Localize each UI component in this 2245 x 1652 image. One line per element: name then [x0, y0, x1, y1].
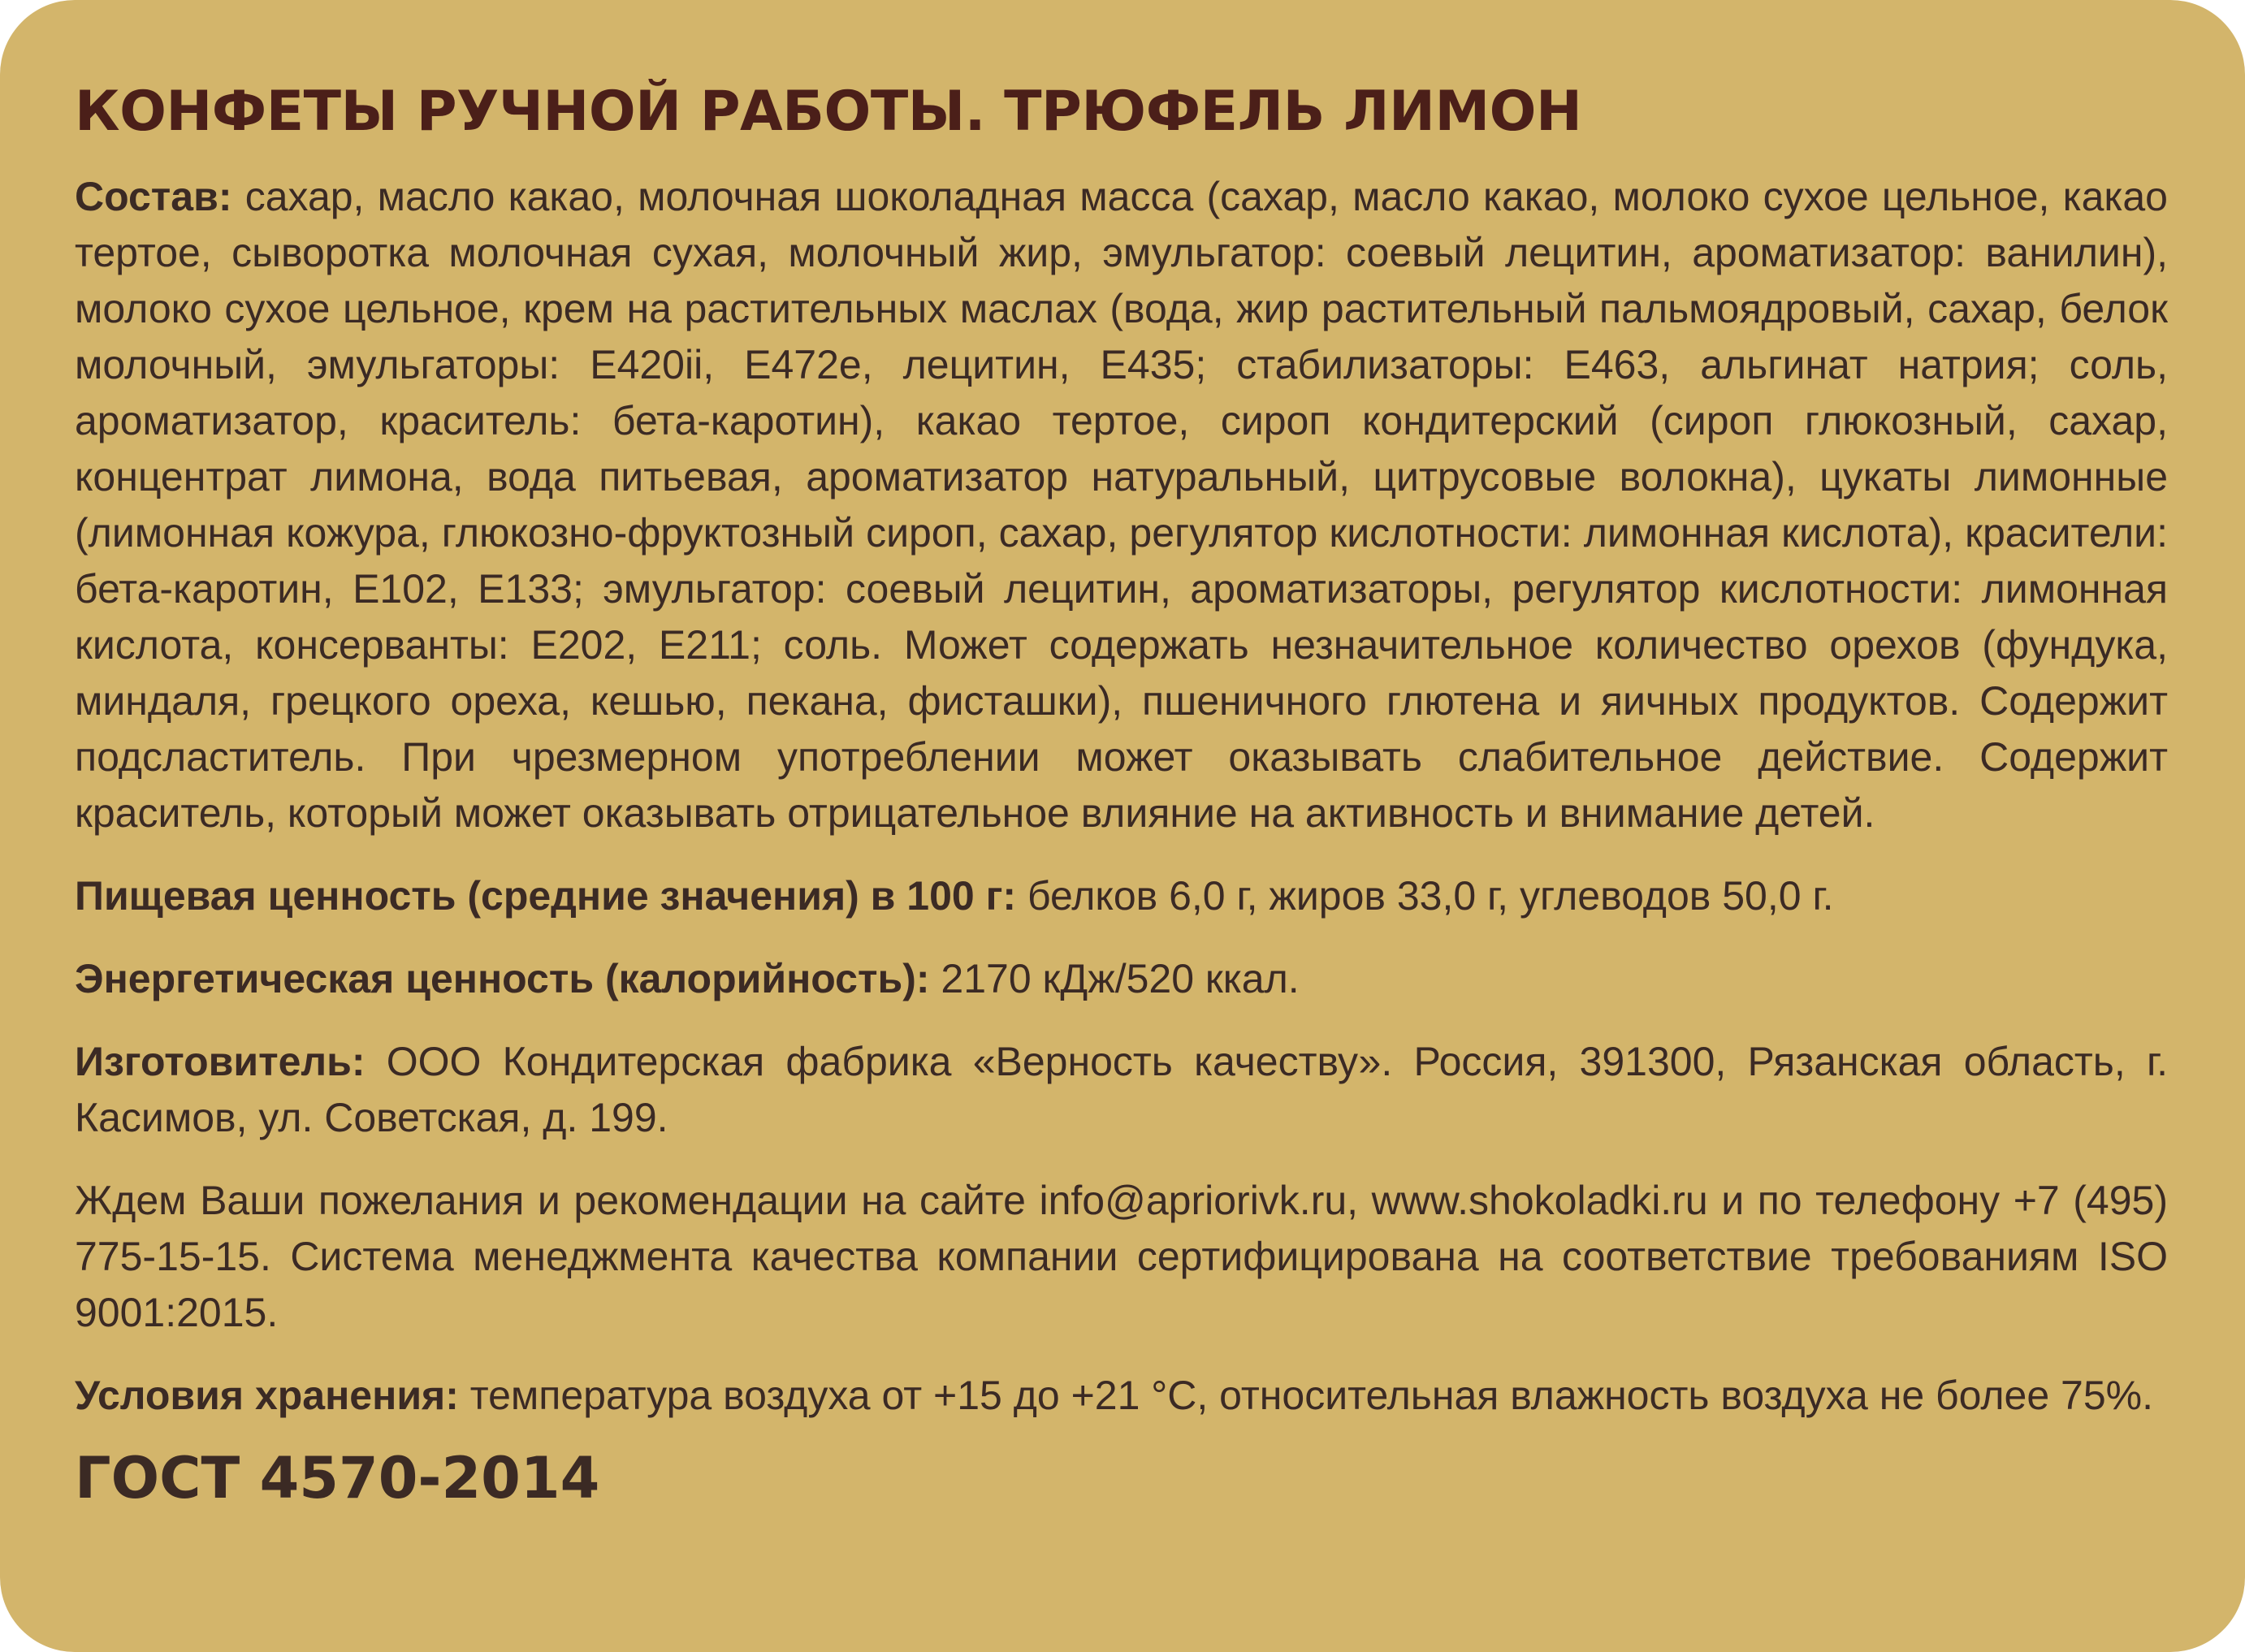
storage-label: Условия хранения:: [75, 1373, 459, 1418]
nutrition-text: белков 6,0 г, жиров 33,0 г, углеводов 50,0 г.: [1016, 873, 1834, 919]
manufacturer-text: ООО Кондитерская фабрика «Верность качеству». Россия, 391300, Рязанская область, г. Касимов, ул. Советская, д. 199.: [75, 1039, 2168, 1140]
contact-text: Ждем Ваши пожелания и рекомендации на сайте info@apriorivk.ru, www.shokoladki.ru и по телефону +7 (495) 775-15-15. Система менеджмента качества компании сертифицирована на соответствие требованиям ISO 9001:2015.: [75, 1178, 2168, 1335]
energy-text: 2170 кДж/520 ккал.: [929, 956, 1300, 1001]
manufacturer-paragraph: [75, 1034, 2168, 1146]
contact-paragraph: [75, 1173, 2168, 1341]
composition-label: Состав:: [75, 174, 232, 219]
storage-text: температура воздуха от +15 до +21 °С, относительная влажность воздуха не более 75%.: [458, 1373, 2154, 1418]
energy-label: Энергетическая ценность (калорийность):: [75, 956, 930, 1001]
nutrition-paragraph: [75, 868, 2168, 924]
nutrition-label: Пищевая ценность (средние значения) в 100 г:: [75, 873, 1017, 919]
manufacturer-label: Изготовитель:: [75, 1039, 366, 1084]
standard-code: ГОСТ 4570-2014: [75, 1445, 600, 1511]
storage-paragraph: [75, 1368, 2168, 1424]
product-title: КОНФЕТЫ РУЧНОЙ РАБОТЫ. ТРЮФЕЛЬ ЛИМОН: [75, 80, 1582, 144]
composition-text: сахар, масло какао, молочная шоколадная масса (сахар, масло какао, молоко сухое цельное, какао тертое, сыворотка молочная сухая, молочный жир, эмульгатор: соевый лецитин, ароматизатор: ванилин), молоко сухое цельное, крем на растительных маслах (вода, жир растительный пальмоядровый, сахар, белок молочный, эмульгаторы: Е420ii, Е472е, лецитин, Е435; стабилизаторы: Е463, альгинат натрия; соль, ароматизатор, краситель: бета-каротин), какао тертое, сироп кондитерский (сироп глюкозный, сахар, концентрат лимона, вода питьевая, ароматизатор натуральный, цитрусовые волокна), цукаты лимонные (лимонная кожура, глюкозно-фруктозный сироп, сахар, регулятор кислотности: лимонная кислота), красители: бета-каротин, Е102, Е133; эмульгатор: соевый лецитин, ароматизаторы, регулятор кислотности: лимонная кислота, консерванты: Е202, Е211; соль. Может содержать незначительное количество орехов (фундука, миндаля, грецкого ореха, кешью, пекана, фисташки), пшеничного глютена и яичных продуктов. Содержит подсластитель. При чрезмерном употреблении может оказывать слабительное действие. Содержит краситель, который может оказывать отрицательное влияние на активность и внимание детей.: [75, 174, 2168, 836]
energy-paragraph: [75, 951, 2168, 1007]
composition-paragraph: [75, 169, 2168, 841]
